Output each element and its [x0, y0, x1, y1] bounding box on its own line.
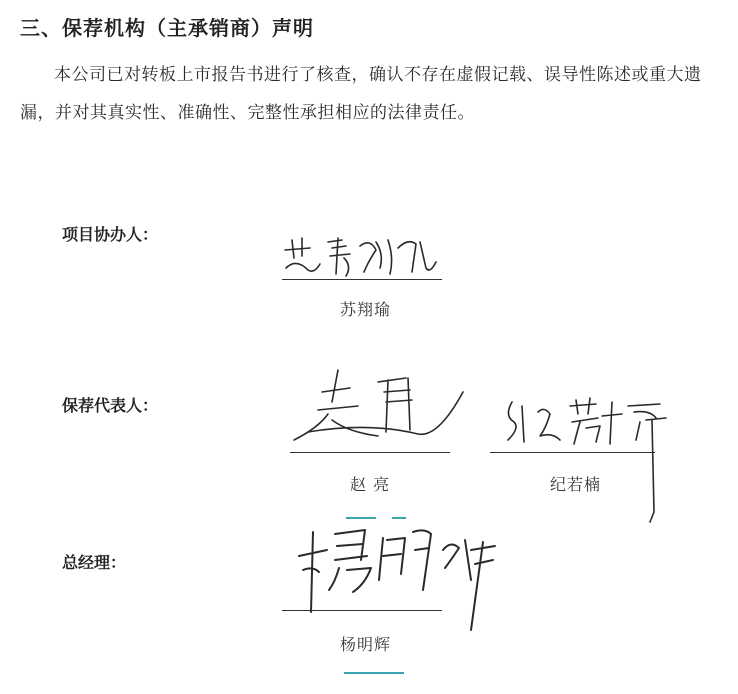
name-ji-ruonan: 纪若楠 — [550, 475, 602, 494]
signature-line-ji — [490, 452, 655, 453]
accent-mark — [392, 517, 406, 519]
signature-line-assistant — [282, 279, 442, 280]
accent-mark — [346, 517, 376, 519]
name-yang-minghui: 杨明辉 — [340, 635, 392, 654]
role-label-general-manager: 总经理： — [62, 553, 127, 572]
signature-line-general-manager — [282, 610, 442, 611]
signature-ji-ruonan — [500, 392, 685, 542]
name-zhao-liang: 赵 亮 — [350, 475, 391, 494]
section-heading: 三、保荐机构（主承销商）声明 — [20, 16, 314, 40]
statement-paragraph: 本公司已对转板上市报告书进行了核查，确认不存在虚假记载、误导性陈述或重大遗漏，并对其真实性、准确性、完整性承担相应的法律责任。 — [20, 65, 702, 123]
accent-mark — [344, 672, 404, 674]
signature-yang-minghui — [295, 520, 505, 640]
role-label-sponsor-reps: 保荐代表人： — [62, 396, 159, 415]
signature-zhao-liang — [288, 362, 473, 452]
signature-line-zhao — [290, 452, 450, 453]
role-label-assistant: 项目协办人： — [62, 225, 159, 244]
name-su-xiangyu: 苏翔瑜 — [340, 300, 392, 319]
